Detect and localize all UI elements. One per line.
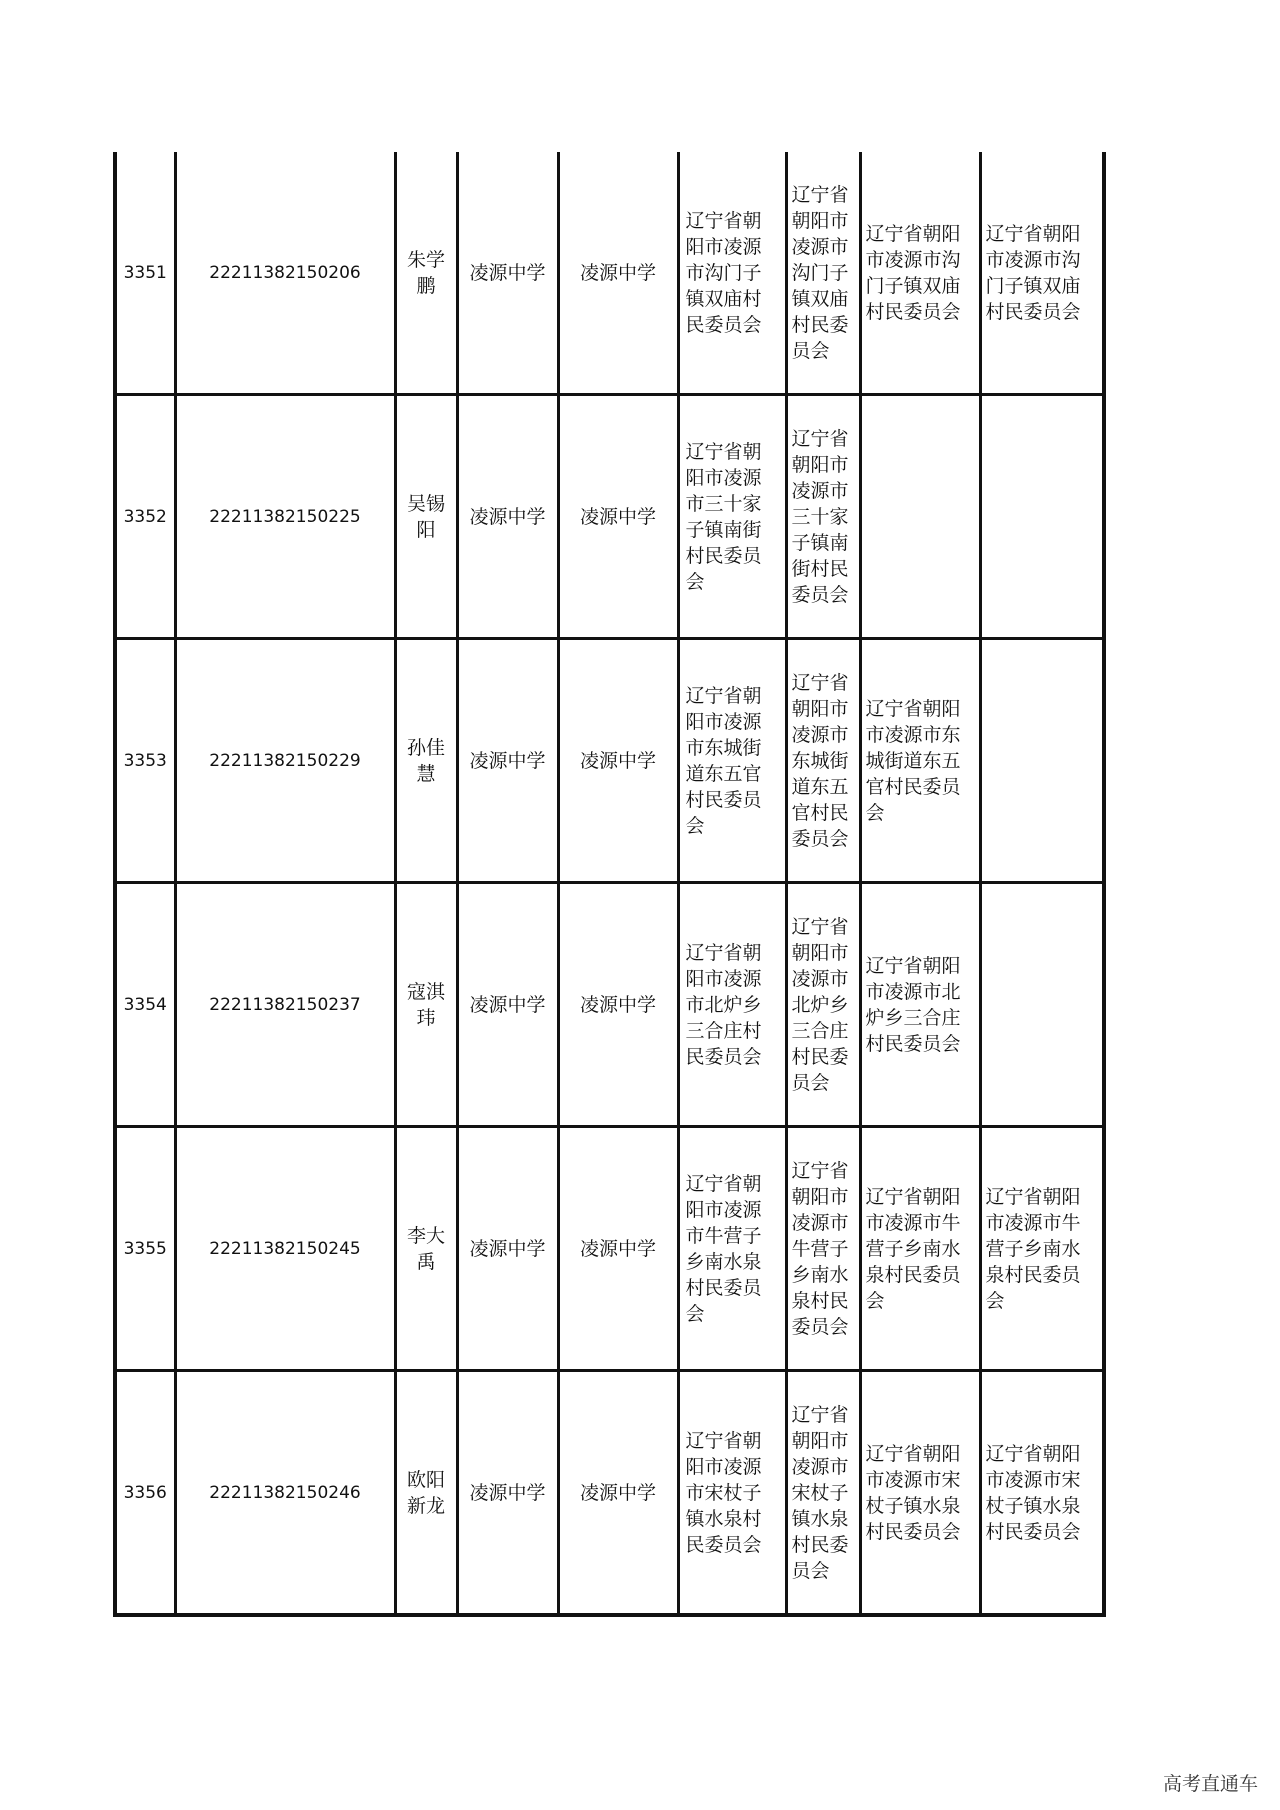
household-address-cell: 辽宁省朝阳市凌源市宋杖子镇水泉村民委员会 [678,1371,786,1616]
name-cell: 朱学鹏 [395,152,457,395]
seq-cell: 3351 [115,152,175,395]
name-cell: 孙佳慧 [395,639,457,883]
residence-address-cell: 辽宁省朝阳市凌源市三十家子镇南街村民委员会 [786,395,860,639]
graduated-school-cell: 凌源中学 [558,395,678,639]
table-row [115,883,1104,1127]
seq-cell: 3354 [115,883,175,1127]
table-row [115,1127,1104,1371]
seq-cell: 3356 [115,1371,175,1616]
graduated-school-cell: 凌源中学 [558,1371,678,1616]
exam-id-cell: 22211382150246 [175,1371,395,1616]
table-row [115,152,1104,395]
exam-id-cell: 22211382150237 [175,883,395,1127]
exam-id-cell: 22211382150225 [175,395,395,639]
household-address-cell: 辽宁省朝阳市凌源市东城街道东五官村民委员会 [678,639,786,883]
candidate-table [113,152,1106,1617]
table-row [115,395,1104,639]
guardian-address-cell: 辽宁省朝阳市凌源市沟门子镇双庙村民委员会 [980,152,1104,395]
school-cell: 凌源中学 [457,1371,558,1616]
table-row [115,1371,1104,1616]
name-cell: 寇淇玮 [395,883,457,1127]
graduated-school-cell: 凌源中学 [558,1127,678,1371]
residence-address-cell: 辽宁省朝阳市凌源市牛营子乡南水泉村民委员会 [786,1127,860,1371]
watermark-text: 高考直通车 [1162,1773,1258,1795]
residence-address-cell: 辽宁省朝阳市凌源市沟门子镇双庙村民委员会 [786,152,860,395]
residence-address-cell: 辽宁省朝阳市凌源市宋杖子镇水泉村民委员会 [786,1371,860,1616]
name-cell: 吴锡阳 [395,395,457,639]
school-cell: 凌源中学 [457,1127,558,1371]
parent-address-cell: 辽宁省朝阳市凌源市东城街道东五官村民委员会 [860,639,980,883]
graduated-school-cell: 凌源中学 [558,152,678,395]
school-cell: 凌源中学 [457,883,558,1127]
seq-cell: 3353 [115,639,175,883]
parent-address-cell: 辽宁省朝阳市凌源市宋杖子镇水泉村民委员会 [860,1371,980,1616]
parent-address-cell: 辽宁省朝阳市凌源市牛营子乡南水泉村民委员会 [860,1127,980,1371]
guardian-address-cell [980,883,1104,1127]
household-address-cell: 辽宁省朝阳市凌源市三十家子镇南街村民委员会 [678,395,786,639]
table-row [115,639,1104,883]
guardian-address-cell [980,639,1104,883]
parent-address-cell [860,395,980,639]
exam-id-cell: 22211382150245 [175,1127,395,1371]
guardian-address-cell [980,395,1104,639]
school-cell: 凌源中学 [457,639,558,883]
graduated-school-cell: 凌源中学 [558,639,678,883]
residence-address-cell: 辽宁省朝阳市凌源市北炉乡三合庄村民委员会 [786,883,860,1127]
household-address-cell: 辽宁省朝阳市凌源市北炉乡三合庄村民委员会 [678,883,786,1127]
seq-cell: 3352 [115,395,175,639]
guardian-address-cell: 辽宁省朝阳市凌源市宋杖子镇水泉村民委员会 [980,1371,1104,1616]
exam-id-cell: 22211382150206 [175,152,395,395]
school-cell: 凌源中学 [457,395,558,639]
exam-id-cell: 22211382150229 [175,639,395,883]
residence-address-cell: 辽宁省朝阳市凌源市东城街道东五官村民委员会 [786,639,860,883]
seq-cell: 3355 [115,1127,175,1371]
name-cell: 欧阳新龙 [395,1371,457,1616]
school-cell: 凌源中学 [457,152,558,395]
household-address-cell: 辽宁省朝阳市凌源市沟门子镇双庙村民委员会 [678,152,786,395]
parent-address-cell: 辽宁省朝阳市凌源市北炉乡三合庄村民委员会 [860,883,980,1127]
name-cell: 李大禹 [395,1127,457,1371]
guardian-address-cell: 辽宁省朝阳市凌源市牛营子乡南水泉村民委员会 [980,1127,1104,1371]
household-address-cell: 辽宁省朝阳市凌源市牛营子乡南水泉村民委员会 [678,1127,786,1371]
parent-address-cell: 辽宁省朝阳市凌源市沟门子镇双庙村民委员会 [860,152,980,395]
graduated-school-cell: 凌源中学 [558,883,678,1127]
